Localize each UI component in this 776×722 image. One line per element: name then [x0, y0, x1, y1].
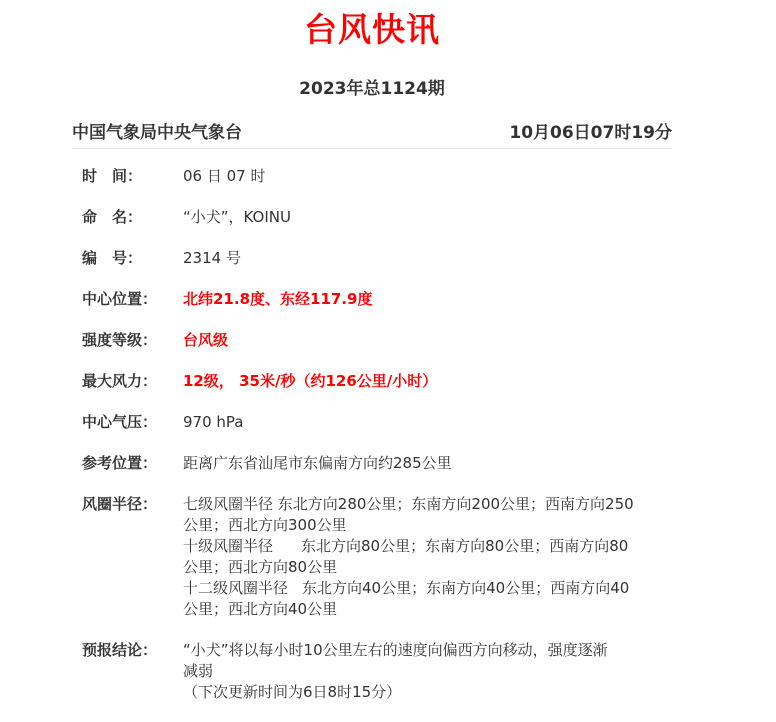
forecast-line: 减弱 — [183, 662, 214, 680]
field-label: 时 间： — [82, 167, 143, 185]
field-label: 中心位置： — [82, 290, 158, 308]
field-label: 预报结论： — [82, 641, 158, 659]
wind-radius-line: 公里；西北方向80公里 — [183, 558, 338, 576]
issued-time: 10月06日07时19分 — [509, 123, 672, 143]
header-divider — [72, 148, 672, 149]
field-value: 06 日 07 时 — [183, 167, 266, 185]
field-value: 距离广东省汕尾市东偏南方向约285公里 — [183, 454, 452, 472]
field-value: 12级， 35米/秒（约126公里/小时） — [183, 372, 438, 390]
field-value: 2314 号 — [183, 249, 241, 267]
wind-radius-value — [183, 494, 663, 620]
forecast-line: “小犬”将以每小时10公里左右的速度向偏西方向移动，强度逐渐 — [183, 641, 608, 659]
field-label: 参考位置： — [82, 454, 158, 472]
wind-radius-line: 公里；西北方向300公里 — [183, 516, 347, 534]
wind-radius-line: 十二级风圈半径 — [183, 579, 289, 597]
wind-radius-line-group — [183, 536, 663, 557]
field-value: “小犬”，KOINU — [183, 208, 291, 226]
wind-radius-line: 十级风圈半径 — [183, 537, 274, 555]
issue-number: 2023年总1124期 — [299, 79, 445, 99]
page-title: 台风快讯 — [304, 10, 440, 49]
wind-radius-line-group — [183, 578, 663, 599]
field-value: 北纬21.8度、东经117.9度 — [183, 290, 373, 308]
field-value: 台风级 — [183, 331, 229, 349]
wind-radius-line: 七级风圈半径 东北方向280公里；东南方向200公里；西南方向250 — [183, 495, 634, 513]
field-label: 最大风力： — [82, 372, 158, 390]
field-label: 中心气压： — [82, 413, 158, 431]
field-label: 强度等级： — [82, 331, 158, 349]
forecast-value — [183, 640, 663, 703]
field-label: 编 号： — [82, 249, 143, 267]
wind-radius-line: 东北方向80公里；东南方向80公里；西南方向80 — [301, 537, 629, 555]
field-label: 风圈半径： — [82, 495, 158, 513]
field-label: 命 名： — [82, 208, 143, 226]
wind-radius-line: 公里；西北方向40公里 — [183, 600, 338, 618]
forecast-line: （下次更新时间为6日8时15分） — [183, 683, 402, 701]
agency-name: 中国气象局中央气象台 — [72, 123, 242, 143]
wind-radius-line: 东北方向40公里；东南方向40公里；西南方向40 — [302, 579, 630, 597]
field-value: 970 hPa — [183, 413, 244, 431]
